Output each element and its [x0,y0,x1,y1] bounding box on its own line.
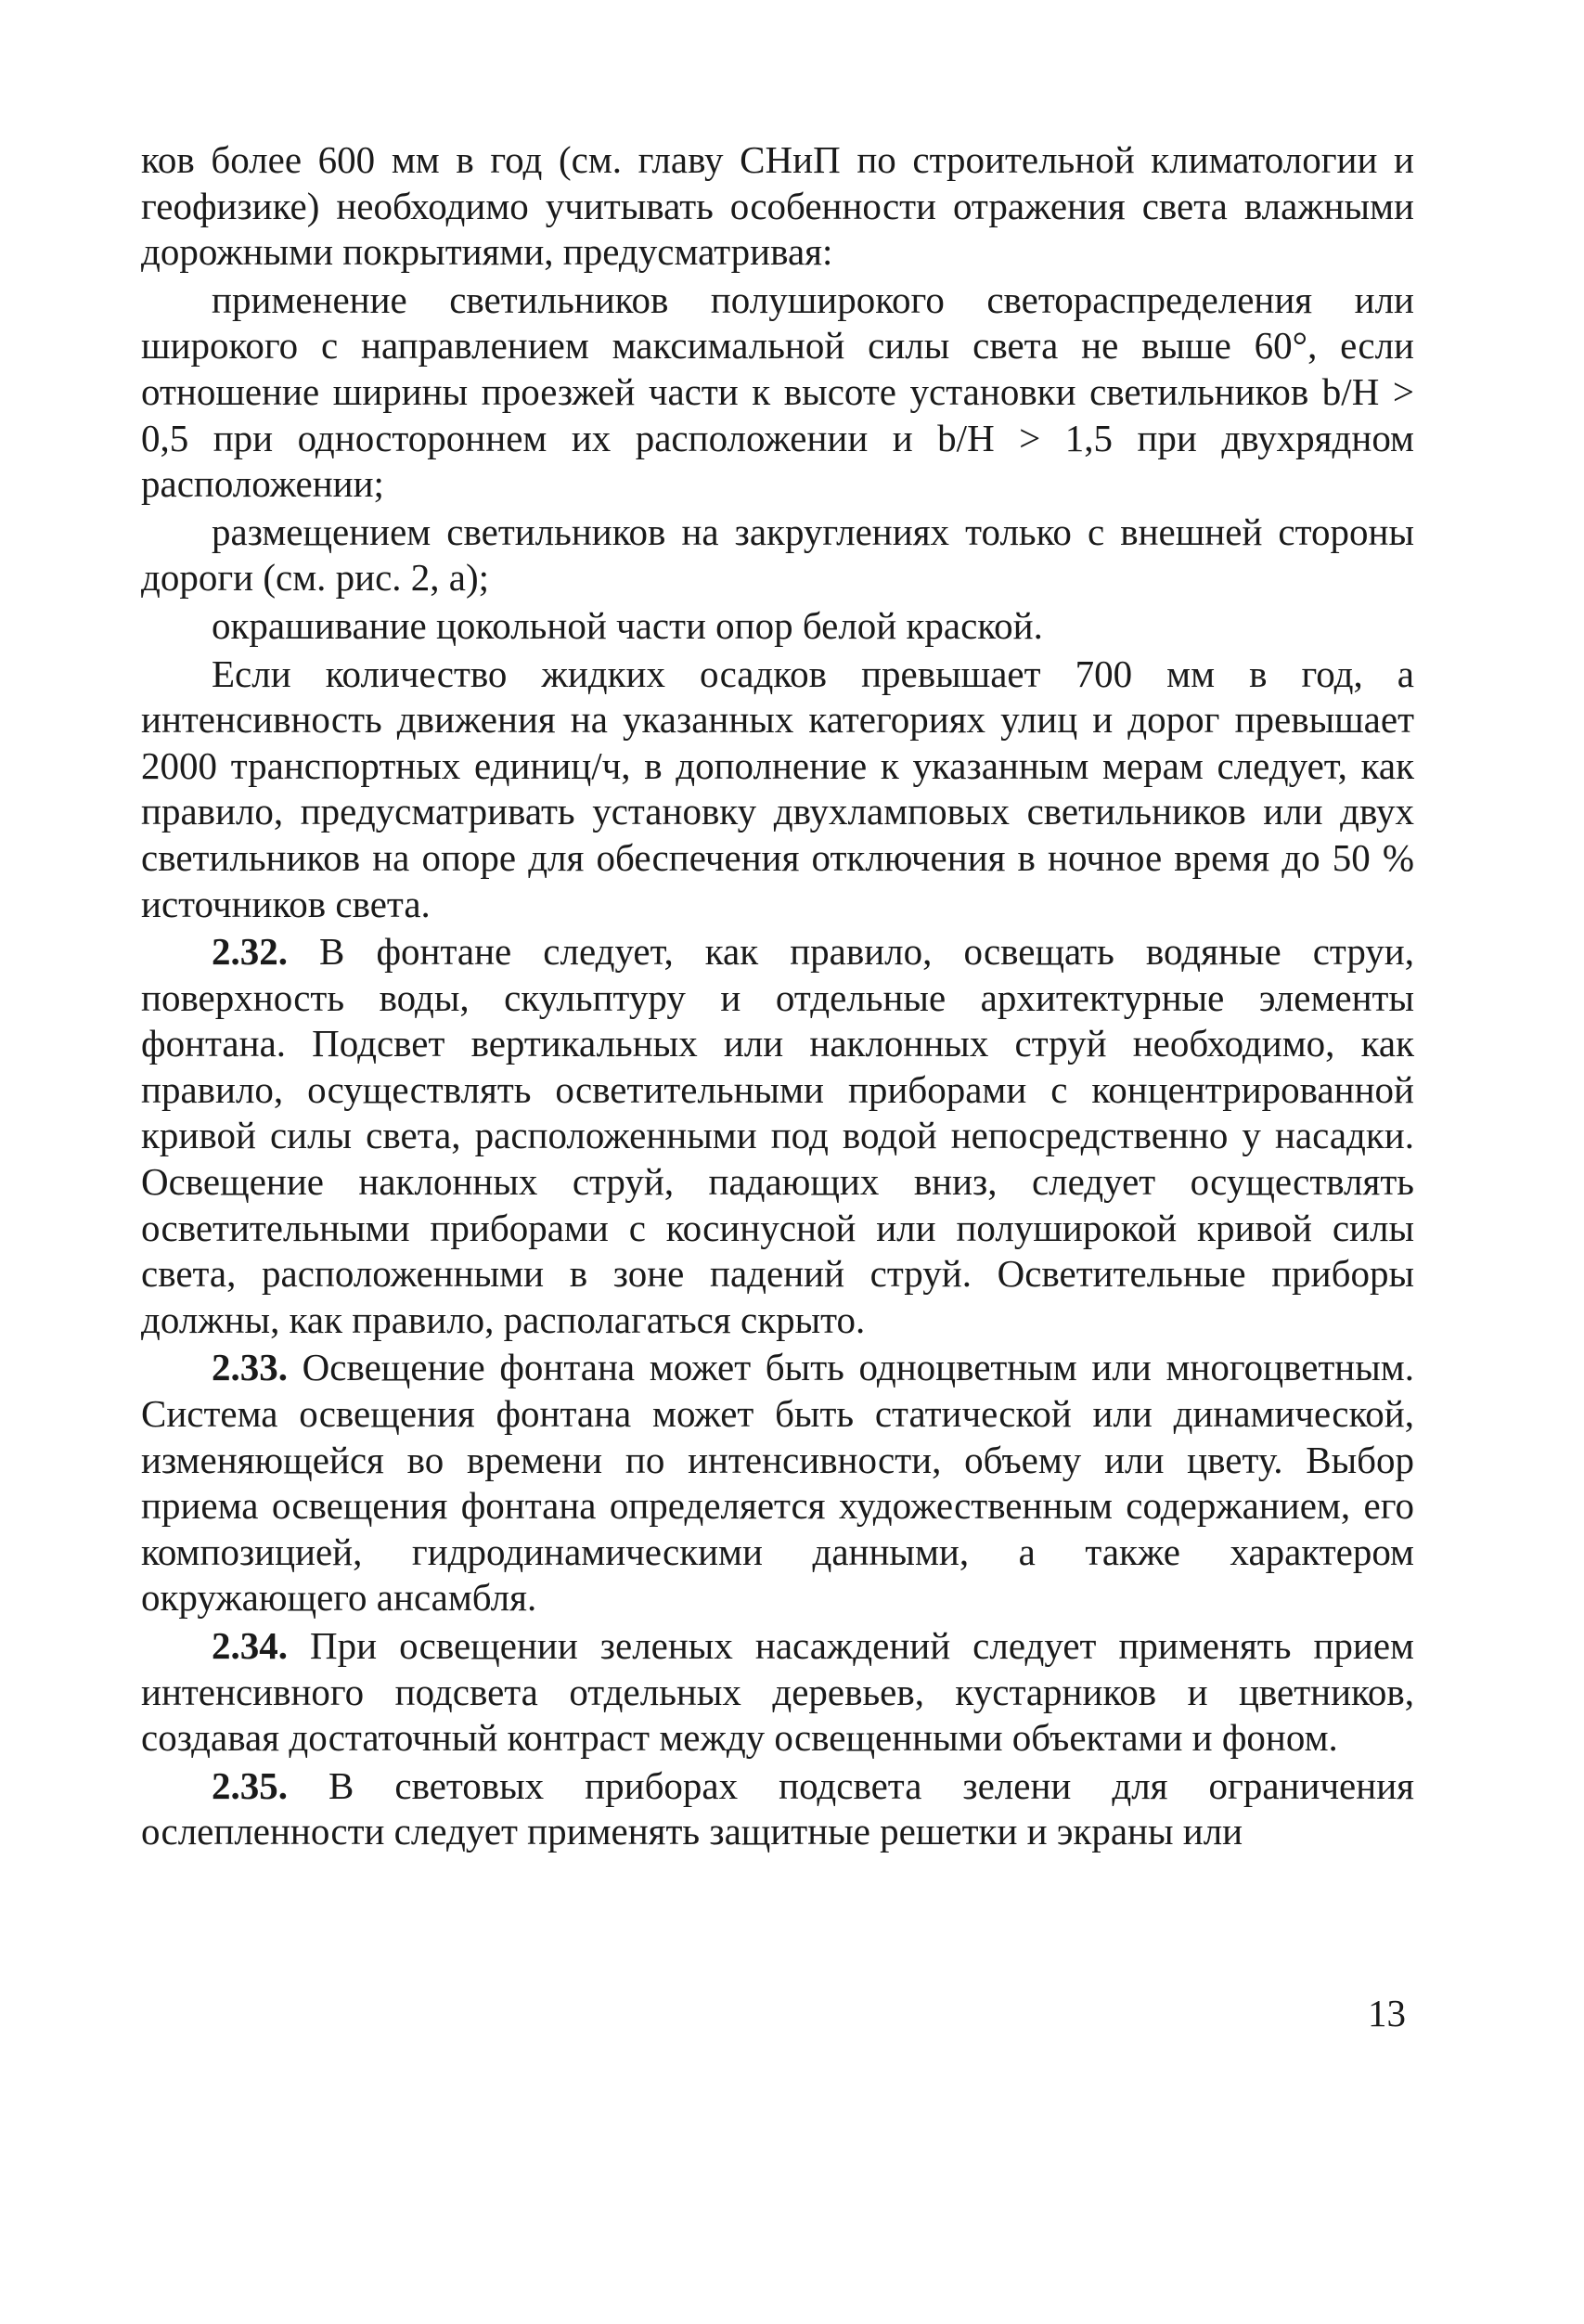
clause-number: 2.32. [212,930,288,974]
paragraph-measure-painting [141,603,1414,650]
clause-text: В световых приборах подсвета зелени для ограничения ослепленности следует применять защитные решетки и экраны или [141,1763,1414,1853]
clause-text: При освещении зеленых насаждений следует применять прием интенсивного подсвета отдельных деревьев, кустарников и цветников, создавая достаточный контраст между освещенными объектами и фоном. [141,1624,1414,1760]
clause-2-35 [141,1763,1414,1855]
paragraph-measure-curves [141,510,1414,601]
paragraph-measure-fixtures [141,278,1414,508]
clause-2-32 [141,929,1414,1343]
clause-text: В фонтане следует, как правило, освещать водяные струи, поверхность воды, скульптуру и отдельные архитектурные элементы фонтана. Подсвет вертикальных или наклонных струй необходимо, как правило, осуществлять осветительными приборами с концентрированной кривой силы света, расположенными под водой непосредственно у насадки. Освещение наклонных струй, падающих вниз, следует осуществлять осветительными приборами с косинусной или полуширокой кривой силы света, расположенными в зоне падений струй. Осветительные приборы должны, как правило, располагаться скрыто. [141,930,1414,1341]
clause-number: 2.33. [212,1346,288,1389]
paragraph-text: окрашивание цокольной части опор белой краской. [212,603,1043,647]
paragraph-text: применение светильников полуширокого светораспределения или широкого с направлением максимальной силы света не выше 60°, если отношение ширины проезжей части к высоте установки светильников b/H > 0,5 при одностороннем их расположении и b/H > 1,5 при двухрядном расположении; [141,278,1414,506]
clause-2-33 [141,1345,1414,1621]
paragraph-precipitation [141,652,1414,928]
clause-number: 2.35. [212,1763,288,1807]
clause-number: 2.34. [212,1624,288,1667]
clause-text: Освещение фонтана может быть одноцветным или многоцветным. Система освещения фонтана может быть статической или динамической, изменяющейся во времени по интенсивности, объему или цвету. Выбор приема освещения фонтана определяется художественным содержанием, его композицией, гидродинамическими данными, а также характером окружающего ансамбля. [141,1346,1414,1620]
page-number: 13 [1368,1992,1406,2034]
document-page [141,137,1414,1855]
paragraph-text: Если количество жидких осадков превышает 700 мм в год, а интенсивность движения на указанных категориях улиц и дорог превышает 2000 транспортных единиц/ч, в дополнение к указанным мерам следует, как правило, предусматривать установку двухламповых светильников или двух светильников на опоре для обеспечения отключения в ночное время до 50 % источников света. [141,652,1414,925]
paragraph-text: ков более 600 мм в год (см. главу СНиП по строительной климатологии и геофизике) необходимо учитывать особенности отражения света влажными дорожными покрытиями, предусматривая: [141,138,1414,274]
paragraph-intro [141,137,1414,276]
paragraph-text: размещением светильников на закруглениях только с внешней стороны дороги (см. рис. 2, а); [141,510,1414,600]
clause-2-34 [141,1623,1414,1762]
